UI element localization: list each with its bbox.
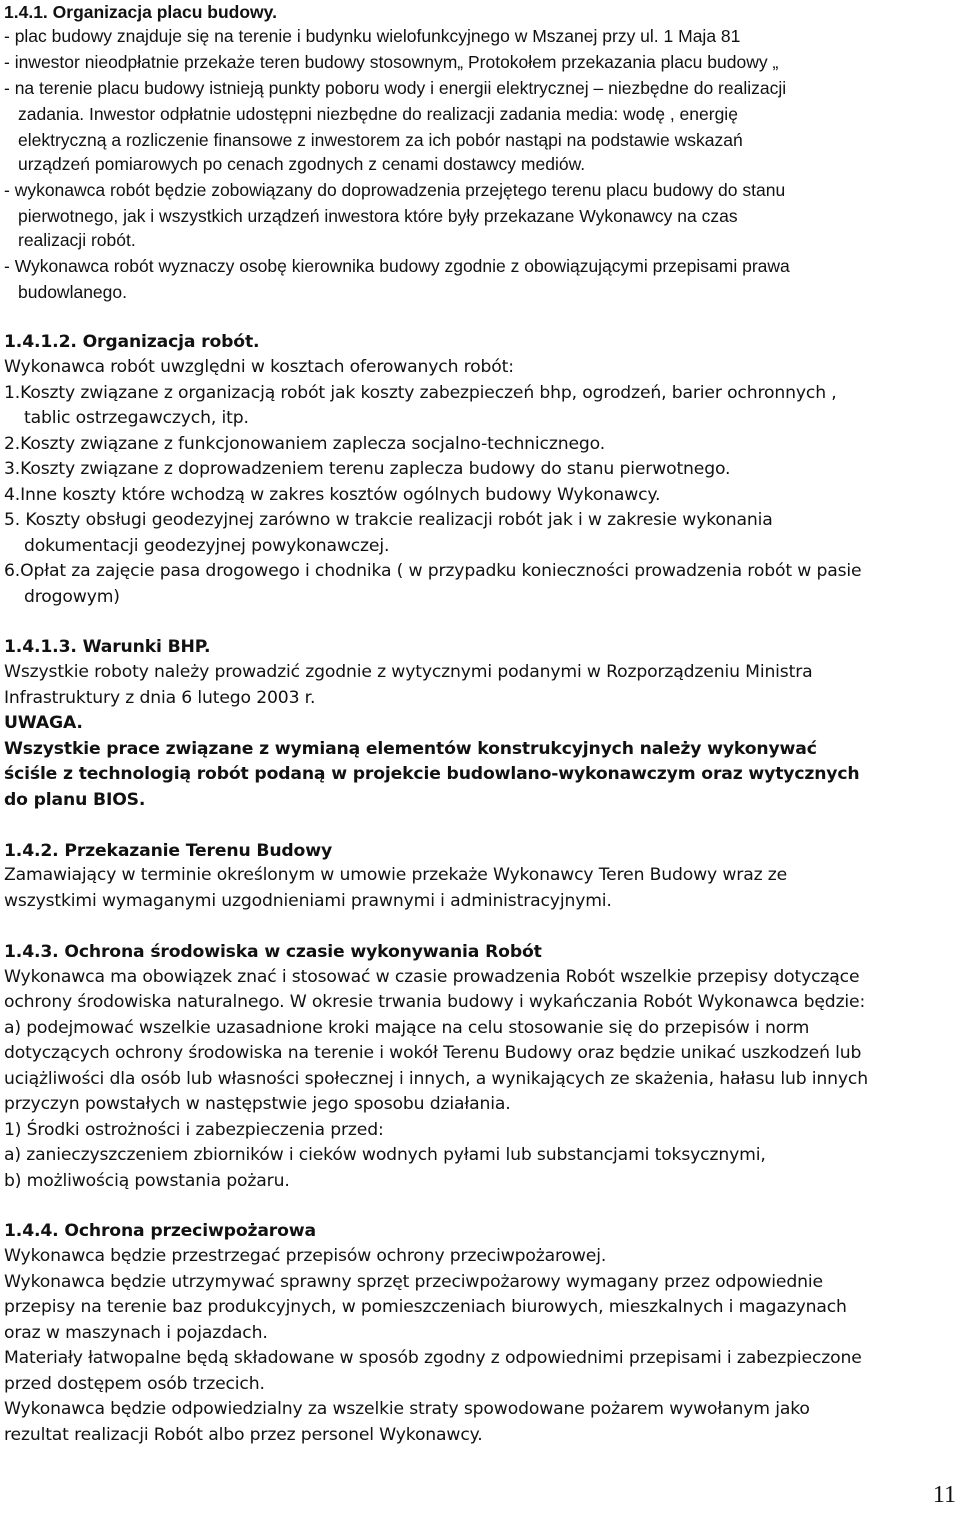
heading-1-4-4: 1.4.4. Ochrona przeciwpożarowa — [4, 1221, 316, 1241]
list-item: 1.Koszty związane z organizacją robót jak koszty zabezpieczeń bhp, ogrodzeń, barier ochronnych , — [4, 383, 837, 403]
bold-paragraph-line: do planu BIOS. — [4, 790, 146, 810]
heading-1-4-1-2: 1.4.1.2. Organizacja robót. — [4, 332, 260, 352]
paragraph-line: - Wykonawca robót wyznaczy osobę kierownika budowy zgodnie z obowiązującymi przepisami prawa — [4, 256, 790, 276]
paragraph-line: Wykonawca będzie utrzymywać sprawny sprzęt przeciwpożarowy wymagany przez odpowiednie — [4, 1272, 823, 1292]
list-item: 2.Koszty związane z funkcjonowaniem zaplecza socjalno-technicznego. — [4, 434, 606, 454]
paragraph-line: - inwestor nieodpłatnie przekaże teren budowy stosownym„ Protokołem przekazania placu budowy „ — [4, 52, 779, 72]
heading-1-4-3: 1.4.3. Ochrona środowiska w czasie wykonywania Robót — [4, 942, 542, 962]
paragraph-line: a) podejmować wszelkie uzasadnione kroki mające na celu stosowanie się do przepisów i norm — [4, 1018, 810, 1038]
paragraph-line: oraz w maszynach i pojazdach. — [4, 1323, 268, 1343]
paragraph-line: Wykonawca ma obowiązek znać i stosować w czasie prowadzenia Robót wszelkie przepisy dotyczące — [4, 967, 860, 987]
page-number: 11 — [932, 1482, 956, 1508]
heading-1-4-1: 1.4.1. Organizacja placu budowy. — [4, 2, 277, 22]
list-item-continuation: drogowym) — [24, 587, 120, 607]
paragraph-line: pierwotnego, jak i wszystkich urządzeń inwestora które były przekazane Wykonawcy na czas — [18, 206, 738, 226]
heading-1-4-1-3: 1.4.1.3. Warunki BHP. — [4, 637, 211, 657]
paragraph-line: ochrony środowiska naturalnego. W okresie trwania budowy i wykańczania Robót Wykonawca będzie: — [4, 992, 866, 1012]
paragraph-line: uciążliwości dla osób lub własności społecznej i innych, a wynikających ze skażenia, hałasu lub innych — [4, 1069, 868, 1089]
uwaga-label: UWAGA. — [4, 713, 83, 733]
list-item: 5. Koszty obsługi geodezyjnej zarówno w trakcie realizacji robót jak i w zakresie wykonania — [4, 510, 773, 530]
paragraph-line: wszystkimi wymaganymi uzgodnieniami prawnymi i administracyjnymi. — [4, 891, 612, 911]
paragraph-line: rezultat realizacji Robót albo przez personel Wykonawcy. — [4, 1425, 483, 1445]
bold-paragraph-line: ściśle z technologią robót podaną w projekcie budowlano-wykonawczym oraz wytycznych — [4, 764, 860, 784]
heading-1-4-2: 1.4.2. Przekazanie Terenu Budowy — [4, 841, 332, 861]
paragraph-line: urządzeń pomiarowych po cenach zgodnych z cenami dostawcy mediów. — [18, 154, 586, 174]
paragraph-line: przyczyn powstałych w następstwie jego sposobu działania. — [4, 1094, 511, 1114]
paragraph-line: dotyczących ochrony środowiska na terenie i wokół Terenu Budowy oraz będzie unikać uszkodzeń lub — [4, 1043, 862, 1063]
paragraph-line: budowlanego. — [18, 282, 127, 302]
list-item: 4.Inne koszty które wchodzą w zakres kosztów ogólnych budowy Wykonawcy. — [4, 485, 661, 505]
paragraph-line: Infrastruktury z dnia 6 lutego 2003 r. — [4, 688, 316, 708]
paragraph-line: Wykonawca robót uwzględni w kosztach oferowanych robót: — [4, 357, 514, 377]
list-item-continuation: tablic ostrzegawczych, itp. — [24, 408, 249, 428]
list-item: 6.Opłat za zajęcie pasa drogowego i chodnika ( w przypadku konieczności prowadzenia robót w pasie — [4, 561, 862, 581]
paragraph-line: Wykonawca będzie odpowiedzialny za wszelkie straty spowodowane pożarem wywołanym jako — [4, 1399, 810, 1419]
paragraph-line: a) zanieczyszczeniem zbiorników i cieków wodnych pyłami lub substancjami toksycznymi, — [4, 1145, 766, 1165]
paragraph-line: elektryczną a rozliczenie finansowe z inwestorem za ich pobór nastąpi na podstawie wskazań — [18, 130, 743, 150]
list-item: 3.Koszty związane z doprowadzeniem terenu zaplecza budowy do stanu pierwotnego. — [4, 459, 731, 479]
paragraph-line: b) możliwością powstania pożaru. — [4, 1171, 290, 1191]
bold-paragraph-line: Wszystkie prace związane z wymianą elementów konstrukcyjnych należy wykonywać — [4, 739, 817, 759]
paragraph-line: Materiały łatwopalne będą składowane w sposób zgodny z odpowiednimi przepisami i zabezpieczone — [4, 1348, 862, 1368]
paragraph-line: przepisy na terenie baz produkcyjnych, w pomieszczeniach biurowych, mieszkalnych i magazynach — [4, 1297, 847, 1317]
paragraph-line: - na terenie placu budowy istnieją punkty poboru wody i energii elektrycznej – niezbędne do realizacji — [4, 78, 787, 98]
paragraph-line: Wszystkie roboty należy prowadzić zgodnie z wytycznymi podanymi w Rozporządzeniu Ministra — [4, 662, 813, 682]
paragraph-line: 1) Środki ostrożności i zabezpieczenia przed: — [4, 1120, 384, 1140]
paragraph-line: - plac budowy znajduje się na terenie i budynku wielofunkcyjnego w Mszanej przy ul. 1 Maja 81 — [4, 26, 741, 46]
paragraph-line: zadania. Inwestor odpłatnie udostępni niezbędne do realizacji zadania media: wodę , energię — [18, 104, 738, 124]
list-item-continuation: dokumentacji geodezyjnej powykonawczej. — [24, 536, 390, 556]
paragraph-line: Zamawiający w terminie określonym w umowie przekaże Wykonawcy Teren Budowy wraz ze — [4, 865, 788, 885]
paragraph-line: przed dostępem osób trzecich. — [4, 1374, 265, 1394]
paragraph-line: realizacji robót. — [18, 230, 136, 250]
paragraph-line: Wykonawca będzie przestrzegać przepisów ochrony przeciwpożarowej. — [4, 1246, 607, 1266]
paragraph-line: - wykonawca robót będzie zobowiązany do doprowadzenia przejętego terenu placu budowy do stanu — [4, 180, 786, 200]
